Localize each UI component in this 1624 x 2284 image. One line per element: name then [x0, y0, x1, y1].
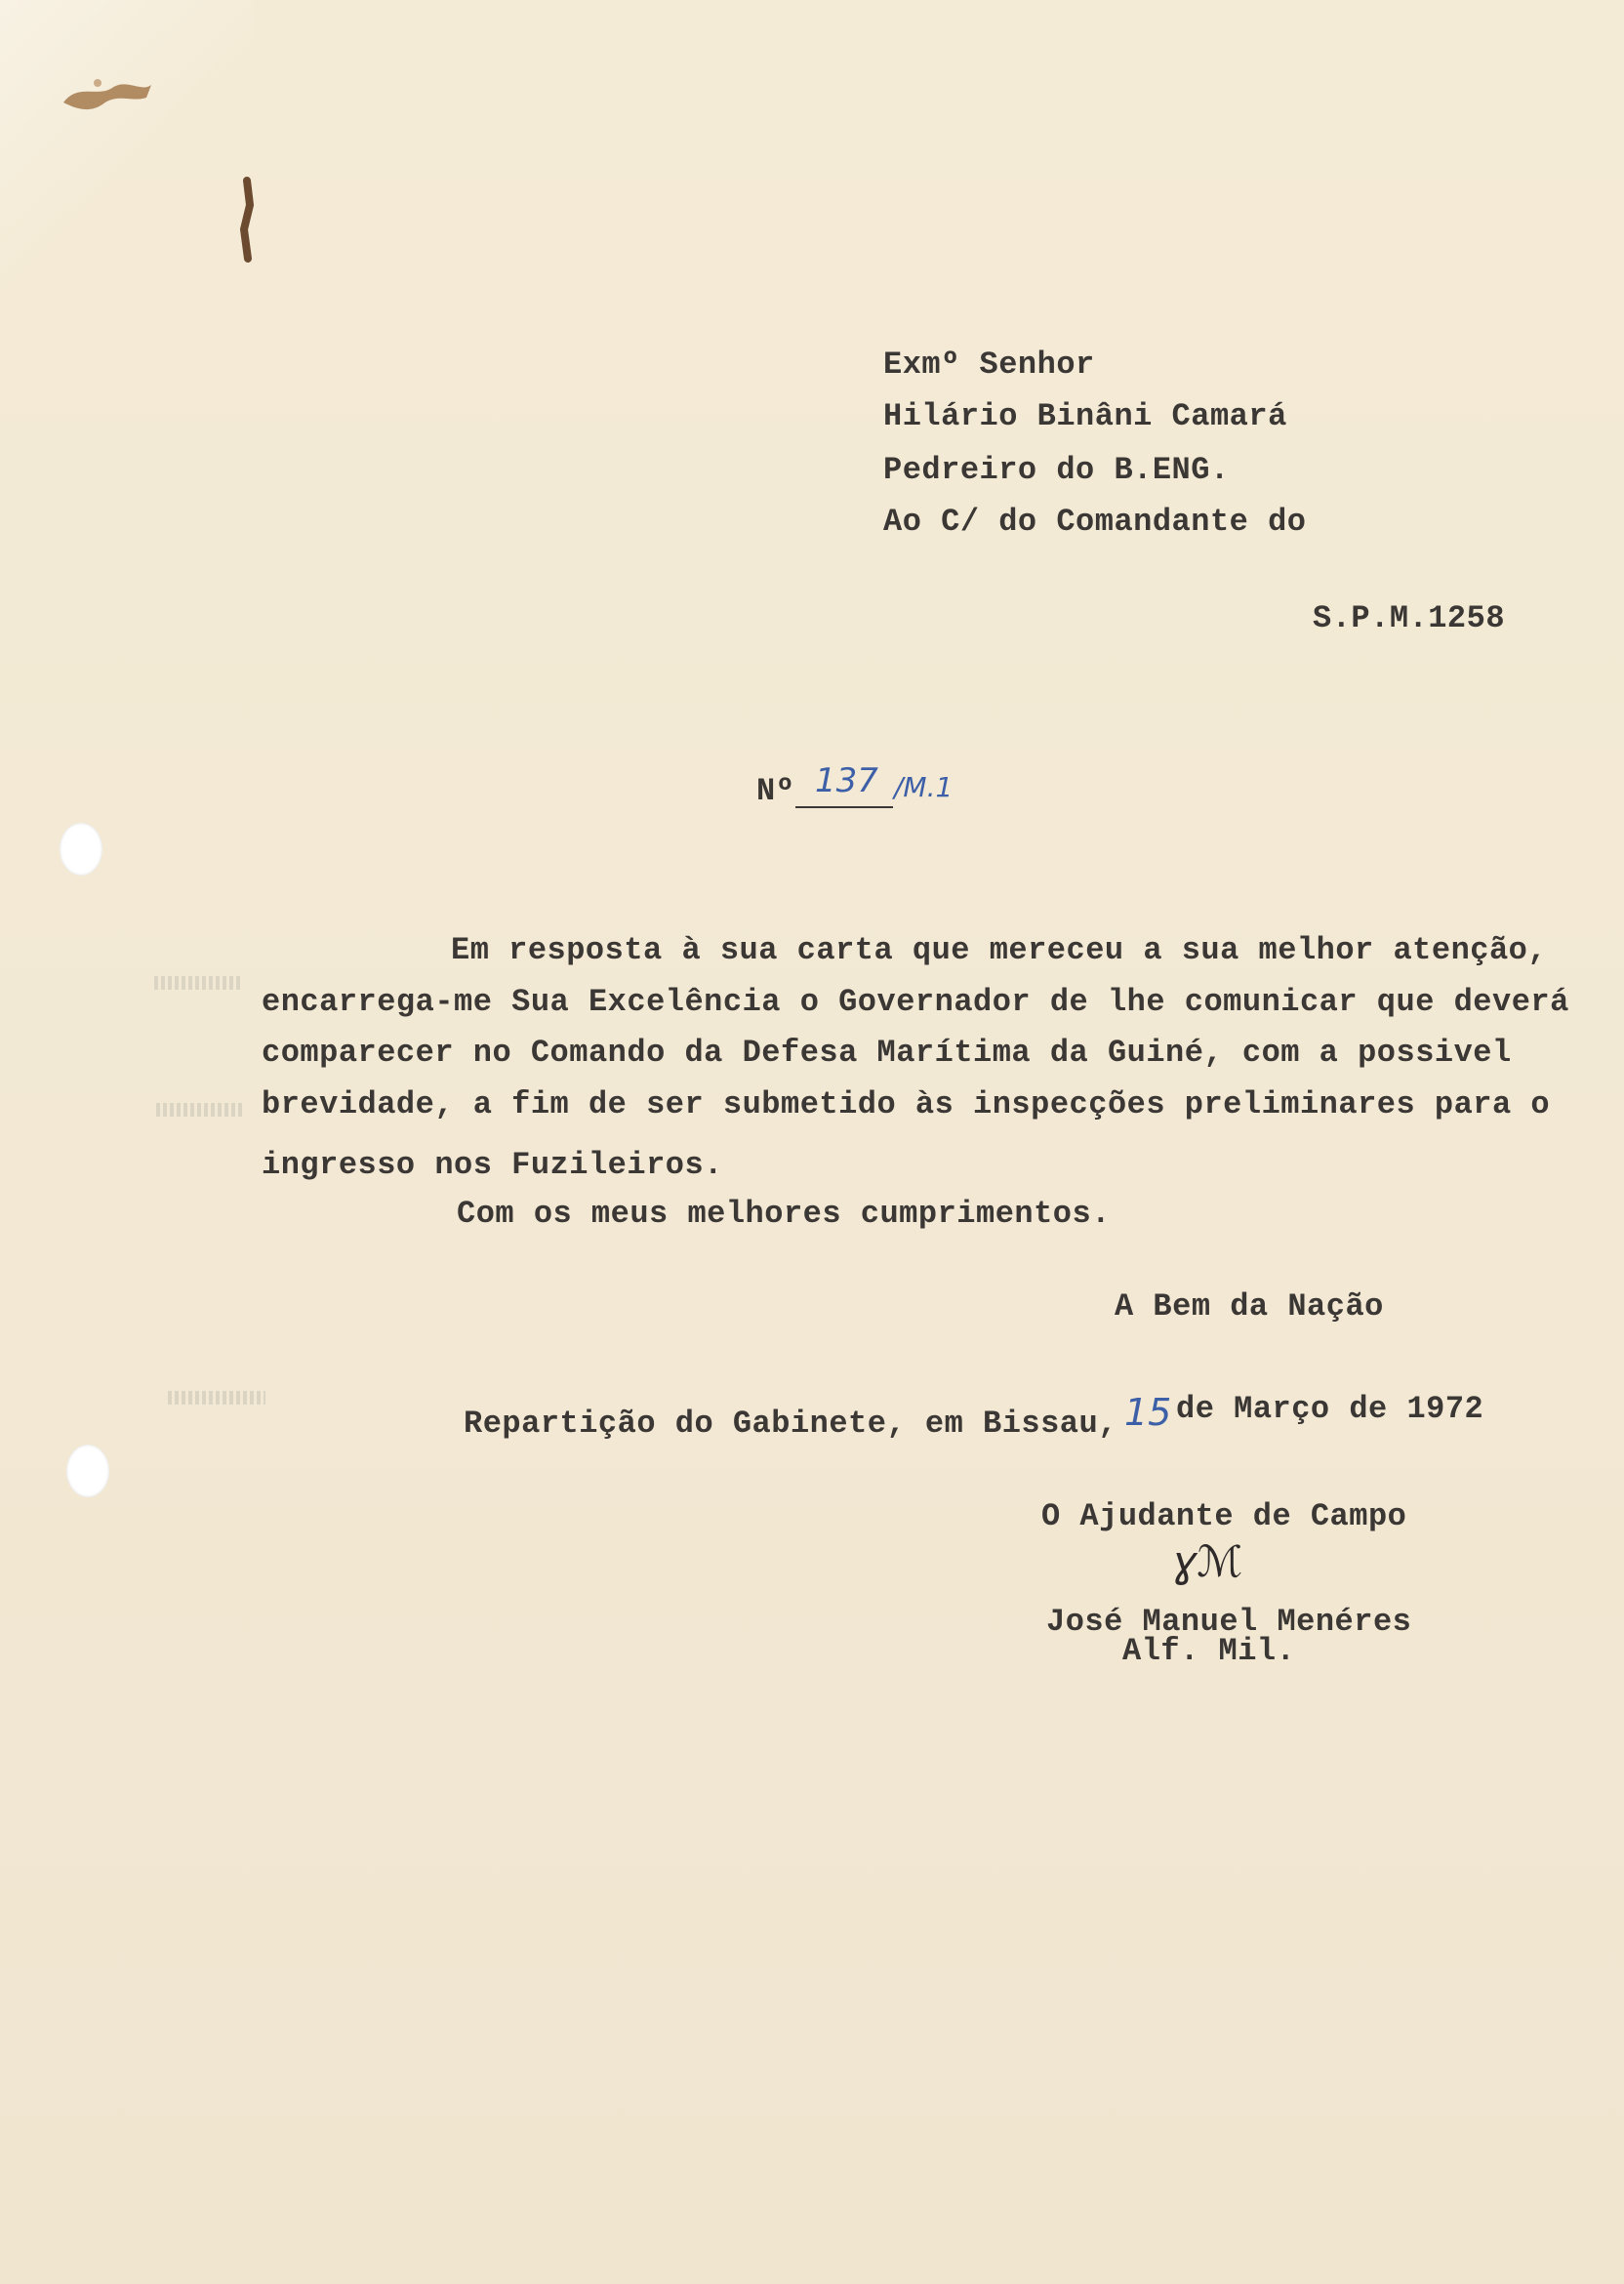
reference-prefix: Nº — [756, 773, 795, 809]
address-recipient-name: Hilário Binâni Camará — [883, 398, 1287, 434]
address-care-of: Ao C/ do Comandante do — [883, 504, 1307, 540]
staple-mark — [232, 176, 262, 273]
closing-salutation: A Bem da Nação — [1115, 1288, 1384, 1325]
signatory-rank: Alf. Mil. — [1122, 1633, 1296, 1669]
paper-fold-highlight — [0, 0, 254, 312]
margin-smudge — [168, 1391, 265, 1405]
reference-number-handwritten: 137 — [815, 761, 878, 800]
place-date-before: Repartição do Gabinete, em Bissau, — [464, 1406, 1117, 1442]
punch-hole-bottom — [66, 1445, 109, 1497]
punch-hole-top — [60, 823, 102, 876]
rust-stain — [59, 63, 156, 122]
body-line-4: brevidade, a fim de ser submetido às inspecções preliminares para o — [262, 1086, 1551, 1122]
address-salutation: Exmº Senhor — [883, 347, 1095, 383]
signatory-name: José Manuel Menéres — [1046, 1604, 1412, 1640]
body-line-6: Com os meus melhores cumprimentos. — [457, 1196, 1111, 1232]
body-line-1: Em resposta à sua carta que mereceu a sua melhor atenção, — [451, 932, 1548, 968]
reference-suffix-handwritten: /M.1 — [894, 771, 954, 803]
body-line-2: encarrega-me Sua Excelência o Governador de lhe comunicar que deverá — [262, 984, 1569, 1020]
place-date-after: de Março de 1972 — [1176, 1391, 1484, 1427]
body-line-5: ingresso nos Fuzileiros. — [262, 1147, 723, 1183]
margin-smudge — [156, 1103, 244, 1117]
date-day-handwritten: 15 — [1124, 1391, 1172, 1434]
signatory-role: O Ajudante de Campo — [1041, 1498, 1407, 1534]
address-postal-service: S.P.M.1258 — [1313, 600, 1506, 636]
handwritten-signature: ɣℳ — [1171, 1537, 1243, 1587]
body-line-3: comparecer no Comando da Defesa Marítima da Guiné, com a possivel — [262, 1035, 1512, 1071]
margin-smudge — [154, 976, 242, 990]
reference-underline — [795, 806, 893, 808]
address-occupation: Pedreiro do B.ENG. — [883, 452, 1230, 488]
